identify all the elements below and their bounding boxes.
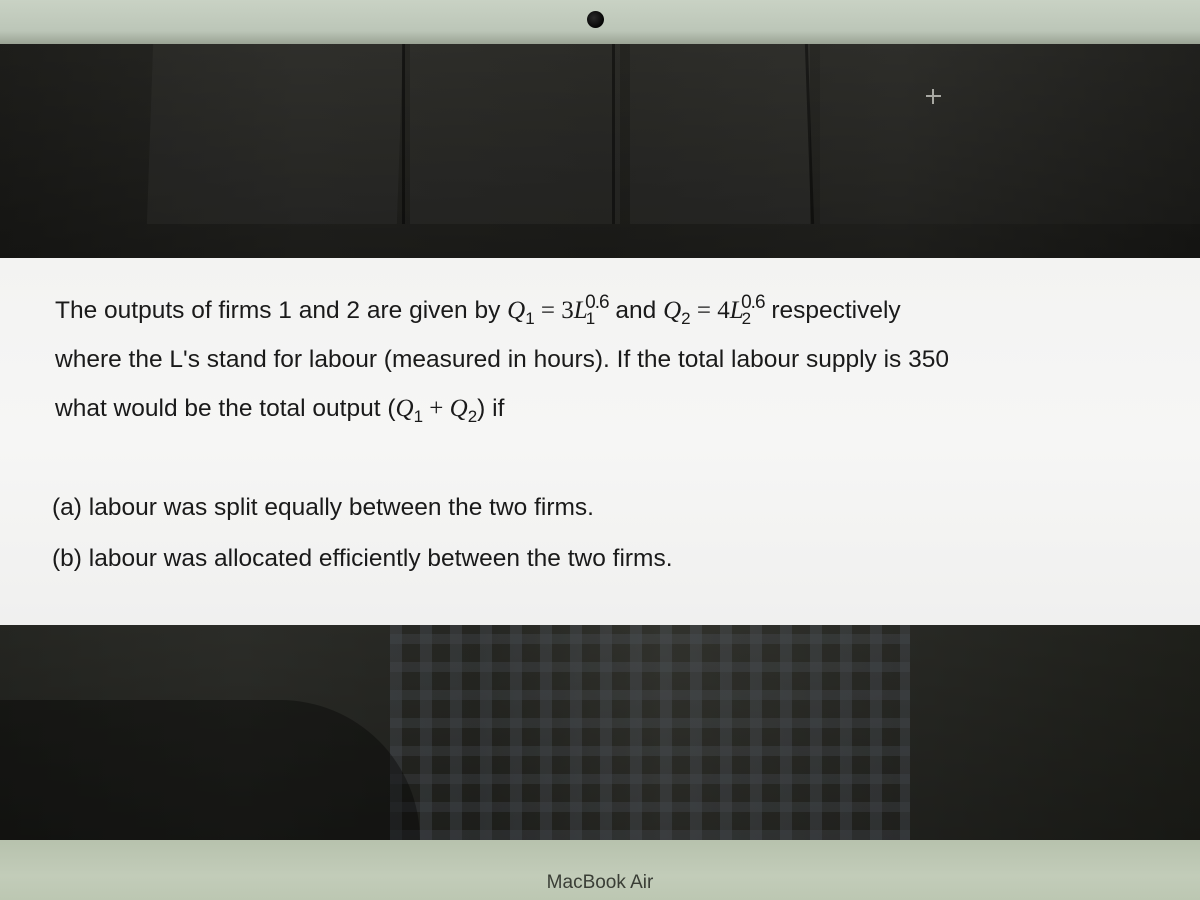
q1-symbol: Q xyxy=(507,297,526,324)
and-text: and xyxy=(608,297,664,324)
question-line-1 xyxy=(55,292,901,328)
webcam-icon xyxy=(587,11,604,28)
l1-exponent: 0.6 xyxy=(585,292,609,313)
reflection-band xyxy=(820,44,1200,224)
question-intro-text: The outputs of firms 1 and 2 are given by xyxy=(55,297,508,324)
if-text: ) if xyxy=(477,395,505,422)
question-line-3 xyxy=(55,394,504,426)
total-output-text: what would be the total output ( xyxy=(55,395,396,422)
q1-subscript: 1 xyxy=(525,309,535,328)
question-line-2: where the L's stand for labour (measured in hours). If the total labour supply is 350 xyxy=(55,346,949,373)
reflection-band xyxy=(630,44,810,224)
sum-q1-subscript: 1 xyxy=(413,407,424,426)
q1-equals-coefficient: = 3 xyxy=(534,297,574,324)
q2-equals-coefficient: = 4 xyxy=(690,297,730,324)
sum-q2-subscript: 2 xyxy=(467,407,478,426)
l1-symbol: L xyxy=(573,297,588,324)
q2-symbol: Q xyxy=(663,297,682,324)
sum-q2-symbol: Q xyxy=(449,395,468,422)
question-panel xyxy=(0,258,1200,625)
l2-symbol: L xyxy=(729,297,744,324)
sum-q1-symbol: Q xyxy=(395,395,414,422)
plaid-shirt-reflection xyxy=(390,625,910,840)
question-part-a: (a) labour was split equally between the two firms. xyxy=(52,494,594,521)
l2-exponent: 0.6 xyxy=(741,292,765,313)
q2-subscript: 2 xyxy=(681,309,691,328)
respectively-text: respectively xyxy=(764,297,901,324)
reflection-band xyxy=(147,44,403,224)
window-frame-reflection xyxy=(612,44,615,224)
reflection-band xyxy=(410,44,620,224)
brand-label: MacBook Air xyxy=(546,872,654,893)
plus-sign: + xyxy=(423,395,450,422)
l1-subscript: 1 xyxy=(585,309,596,328)
question-part-b: (b) labour was allocated efficiently between the two firms. xyxy=(52,545,673,572)
crosshair-cursor-icon xyxy=(926,89,941,104)
l2-subscript: 2 xyxy=(741,309,752,328)
window-frame-reflection xyxy=(402,44,405,224)
